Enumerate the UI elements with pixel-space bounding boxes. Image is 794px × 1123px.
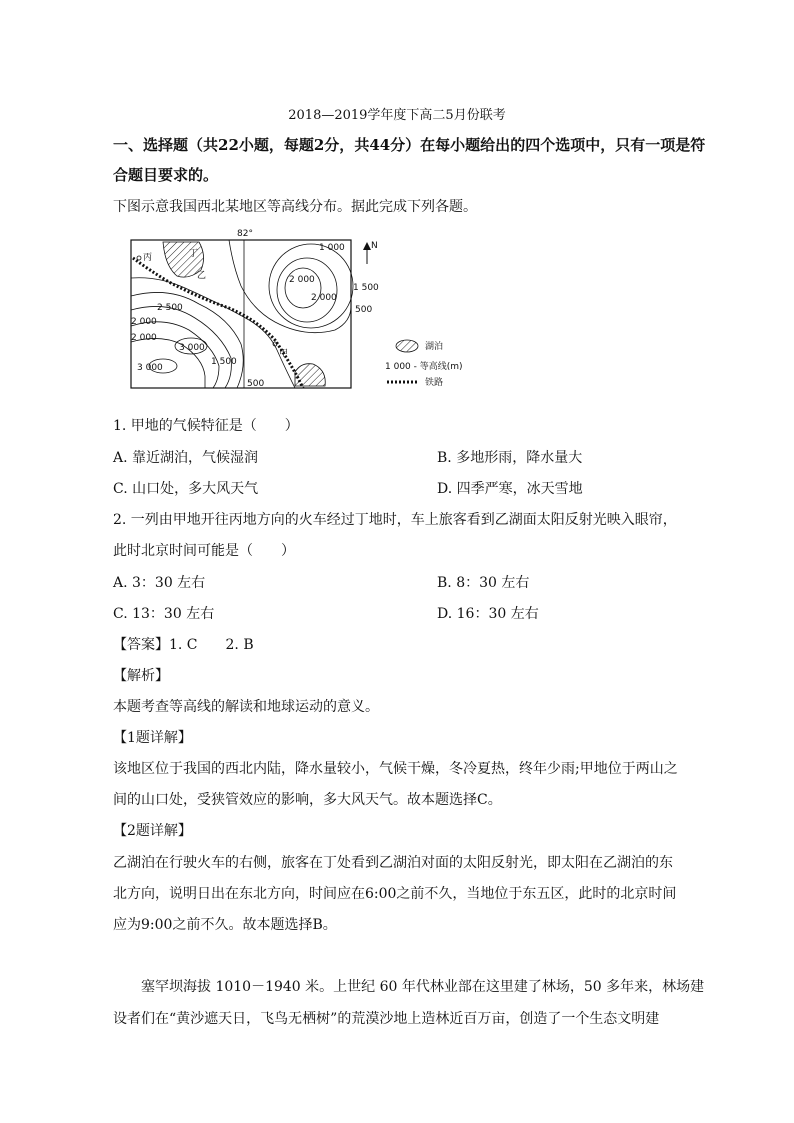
question-1-option-c: C. 山口处，多大风天气 bbox=[113, 481, 259, 497]
question-2-option-c: C. 13：30 左右 bbox=[113, 606, 215, 622]
question-1-option-a: A. 靠近湖泊，气候湿润 bbox=[113, 450, 259, 466]
lake-lower bbox=[295, 364, 325, 386]
legend-lake-label: 湖泊 bbox=[425, 342, 444, 352]
question-1-option-d: D. 四季严寒，冰天雪地 bbox=[437, 481, 583, 497]
page-title: 2018—2019学年度下高二5月份联考 bbox=[288, 108, 506, 123]
passage-line1: 塞罕坝海拔 1010－1940 米。上世纪 60 年代林业部在这里建了林场，50 多年来，林场建 bbox=[141, 979, 705, 995]
question-2-option-a: A. 3：30 左右 bbox=[113, 575, 206, 591]
question-1-stem: 1. 甲地的气候特征是（ ） bbox=[113, 418, 299, 434]
contour-line bbox=[277, 258, 337, 322]
contour-map-figure bbox=[129, 226, 489, 391]
section-heading-line2: 合题目要求的。 bbox=[113, 166, 219, 184]
contour-label: 3 000 bbox=[179, 343, 205, 353]
detail-1-label: 【1题详解】 bbox=[113, 730, 192, 746]
legend-railway-label: 铁路 bbox=[425, 378, 444, 388]
contour-label: 2 500 bbox=[157, 303, 183, 313]
question-2-stem-line2: 此时北京时间可能是（ ） bbox=[113, 543, 295, 559]
place-label: 丙 bbox=[143, 253, 153, 263]
contour-label: 2 000 bbox=[289, 275, 315, 285]
contour-label: 500 bbox=[355, 305, 373, 315]
contour-line bbox=[131, 322, 219, 388]
contour-label: 1 500 bbox=[353, 283, 379, 293]
map-frame bbox=[131, 240, 351, 388]
analysis-text: 本题考查等高线的解读和地球运动的意义。 bbox=[113, 699, 379, 715]
north-label: N bbox=[371, 241, 378, 251]
intro-text: 下图示意我国西北某地区等高线分布。据此完成下列各题。 bbox=[113, 199, 477, 215]
legend-lake-icon bbox=[396, 340, 418, 352]
question-2-option-d: D. 16：30 左右 bbox=[437, 606, 539, 622]
place-label: 丁 bbox=[189, 249, 199, 259]
question-2-option-b: B. 8：30 左右 bbox=[437, 575, 530, 591]
contour-label: 3 000 bbox=[137, 363, 163, 373]
contour-line bbox=[269, 244, 353, 328]
place-label: 甲 bbox=[279, 349, 289, 359]
detail-2-line2: 北方向，说明日出在东北方向，时间应在6:00之前不久，当地位于东五区，此时的北京时间 bbox=[113, 886, 677, 902]
detail-2-label: 【2题详解】 bbox=[113, 823, 192, 839]
legend-contour-label: 1 000 - 等高线(m) bbox=[385, 362, 463, 372]
contour-label: 2 000 bbox=[131, 317, 157, 327]
detail-2-line3: 应为9:00之前不久。故本题选择B。 bbox=[113, 917, 337, 933]
question-1-option-b: B. 多地形雨，降水量大 bbox=[437, 450, 583, 466]
contour-label: 500 bbox=[247, 379, 265, 389]
detail-1-line2: 间的山口处，受狭管效应的影响，多大风天气。故本题选择C。 bbox=[113, 792, 502, 808]
passage-line2: 设者们在“黄沙遮天日，飞鸟无栖树”的荒漠沙地上造林近百万亩，创造了一个生态文明建 bbox=[113, 1011, 660, 1027]
place-marker bbox=[137, 256, 141, 260]
contour-label: 1 000 bbox=[319, 243, 345, 253]
section-heading-line1: 一、选择题（共22小题，每题2分，共44分）在每小题给出的四个选项中，只有一项是符 bbox=[113, 136, 706, 154]
analysis-label: 【解析】 bbox=[113, 668, 169, 684]
detail-2-line1: 乙湖泊在行驶火车的右侧，旅客在丁处看到乙湖泊对面的太阳反射光，即太阳在乙湖泊的东 bbox=[113, 855, 673, 871]
place-label: 乙 bbox=[197, 271, 207, 281]
meridian-label: 82° bbox=[237, 229, 253, 239]
answer-line: 【答案】1. C 2. B bbox=[113, 637, 254, 653]
contour-label: 1 500 bbox=[211, 357, 237, 367]
detail-1-line1: 该地区位于我国的西北内陆，降水量较小，气候干燥，冬冷夏热，终年少雨;甲地位于两山之 bbox=[113, 761, 678, 777]
north-arrow-icon bbox=[363, 242, 371, 250]
contour-label: 2 000 bbox=[311, 293, 337, 303]
question-2-stem-line1: 2. 一列由甲地开往丙地方向的火车经过丁地时，车上旅客看到乙湖面太阳反射光映入眼帘， bbox=[113, 512, 677, 528]
contour-label: 2 000 bbox=[131, 333, 157, 343]
